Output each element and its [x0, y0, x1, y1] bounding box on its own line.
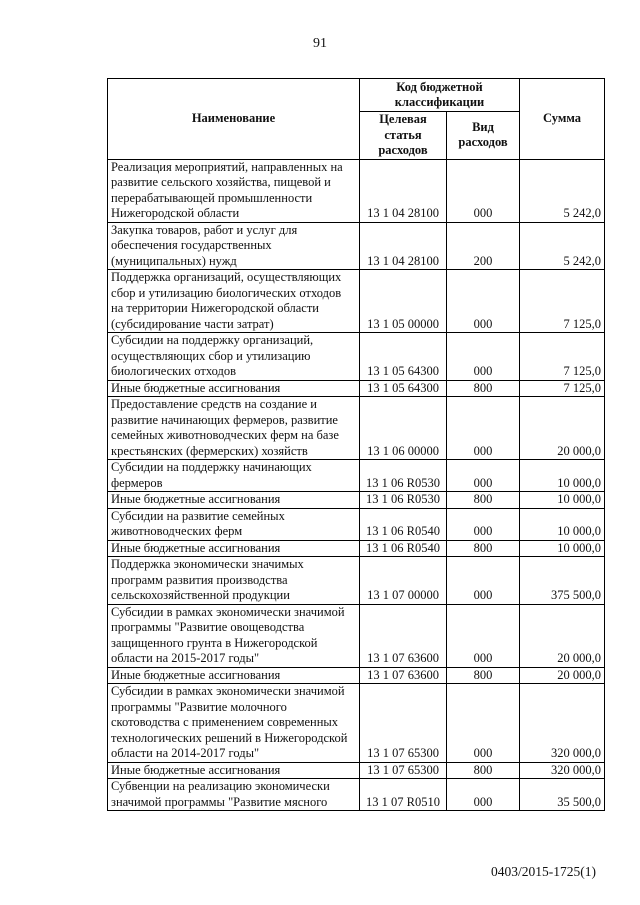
- table-row: [108, 333, 605, 381]
- row-name: Иные бюджетные ассигнования: [108, 380, 360, 397]
- row-name: Иные бюджетные ассигнования: [108, 762, 360, 779]
- row-target-code: 13 1 07 65300: [360, 762, 447, 779]
- table-row: [108, 604, 605, 667]
- table-row: [108, 779, 605, 811]
- row-sum: 10 000,0: [520, 540, 605, 557]
- row-expense-kind: 000: [447, 159, 520, 222]
- header-kind: Вид расходов: [447, 112, 520, 160]
- row-target-code: 13 1 05 64300: [360, 380, 447, 397]
- row-expense-kind: 000: [447, 779, 520, 811]
- row-expense-kind: 000: [447, 557, 520, 605]
- header-target: Целевая статья расходов: [360, 112, 447, 160]
- row-name: Поддержка экономически значимых программ развития производства сельскохозяйственной продукции: [108, 557, 360, 605]
- table-row: [108, 508, 605, 540]
- row-target-code: 13 1 04 28100: [360, 222, 447, 270]
- table-row: [108, 222, 605, 270]
- row-expense-kind: 800: [447, 762, 520, 779]
- row-target-code: 13 1 07 63600: [360, 604, 447, 667]
- row-name: Иные бюджетные ассигнования: [108, 492, 360, 509]
- table-row: [108, 397, 605, 460]
- row-sum: 20 000,0: [520, 667, 605, 684]
- row-expense-kind: 000: [447, 270, 520, 333]
- row-expense-kind: 000: [447, 460, 520, 492]
- row-target-code: 13 1 06 R0530: [360, 460, 447, 492]
- table-row: [108, 270, 605, 333]
- row-expense-kind: 000: [447, 604, 520, 667]
- row-target-code: 13 1 07 00000: [360, 557, 447, 605]
- row-sum: 375 500,0: [520, 557, 605, 605]
- row-expense-kind: 800: [447, 492, 520, 509]
- row-name: Субсидии на поддержку организаций, осуществляющих сбор и утилизацию биологических отходов: [108, 333, 360, 381]
- row-expense-kind: 200: [447, 222, 520, 270]
- row-target-code: 13 1 06 00000: [360, 397, 447, 460]
- row-name: Предоставление средств на создание и развитие начинающих фермеров, развитие семейных животноводческих ферм на базе крестьянских (фермерских) хозяйств: [108, 397, 360, 460]
- row-sum: 20 000,0: [520, 397, 605, 460]
- row-sum: 7 125,0: [520, 333, 605, 381]
- table-row: [108, 762, 605, 779]
- row-name: Субсидии в рамках экономически значимой программы "Развитие молочного скотоводства с применением современных технологических решений в Нижегородской области на 2014-2017 годы": [108, 684, 360, 763]
- row-name: Иные бюджетные ассигнования: [108, 667, 360, 684]
- table-row: [108, 667, 605, 684]
- row-name: Реализация мероприятий, направленных на развитие сельского хозяйства, пищевой и перерабатывающей промышленности Нижегородской области: [108, 159, 360, 222]
- header-sum: Сумма: [520, 79, 605, 160]
- row-sum: 10 000,0: [520, 492, 605, 509]
- page-number: 91: [313, 36, 327, 51]
- table-row: [108, 684, 605, 763]
- row-target-code: 13 1 04 28100: [360, 159, 447, 222]
- row-sum: 320 000,0: [520, 684, 605, 763]
- row-sum: 7 125,0: [520, 270, 605, 333]
- row-expense-kind: 800: [447, 380, 520, 397]
- row-target-code: 13 1 05 64300: [360, 333, 447, 381]
- row-name: Субсидии на поддержку начинающих фермеров: [108, 460, 360, 492]
- table-row: [108, 380, 605, 397]
- header-code-group: Код бюджетной классификации: [360, 79, 520, 112]
- table-row: [108, 460, 605, 492]
- table-row: [108, 492, 605, 509]
- table-row: [108, 540, 605, 557]
- row-target-code: 13 1 07 65300: [360, 684, 447, 763]
- row-sum: 10 000,0: [520, 508, 605, 540]
- row-expense-kind: 000: [447, 397, 520, 460]
- row-target-code: 13 1 07 63600: [360, 667, 447, 684]
- row-sum: 5 242,0: [520, 159, 605, 222]
- row-expense-kind: 000: [447, 333, 520, 381]
- row-name: Поддержка организаций, осуществляющих сбор и утилизацию биологических отходов на территории Нижегородской области (субсидирование части затрат): [108, 270, 360, 333]
- row-target-code: 13 1 06 R0540: [360, 540, 447, 557]
- row-target-code: 13 1 07 R0510: [360, 779, 447, 811]
- table-row: [108, 557, 605, 605]
- row-name: Иные бюджетные ассигнования: [108, 540, 360, 557]
- row-expense-kind: 800: [447, 540, 520, 557]
- row-expense-kind: 000: [447, 508, 520, 540]
- row-expense-kind: 800: [447, 667, 520, 684]
- row-sum: 5 242,0: [520, 222, 605, 270]
- row-name: Субсидии в рамках экономически значимой программы "Развитие овощеводства защищенного грунта в Нижегородской области на 2015-2017 годы": [108, 604, 360, 667]
- row-sum: 320 000,0: [520, 762, 605, 779]
- row-target-code: 13 1 06 R0530: [360, 492, 447, 509]
- row-sum: 35 500,0: [520, 779, 605, 811]
- row-name: Субсидии на развитие семейных животноводческих ферм: [108, 508, 360, 540]
- row-name: Закупка товаров, работ и услуг для обеспечения государственных (муниципальных) нужд: [108, 222, 360, 270]
- row-target-code: 13 1 05 00000: [360, 270, 447, 333]
- row-name: Субвенции на реализацию экономически значимой программы "Развитие мясного: [108, 779, 360, 811]
- budget-table: [107, 78, 605, 811]
- row-sum: 20 000,0: [520, 604, 605, 667]
- table-row: [108, 159, 605, 222]
- document-code: 0403/2015-1725(1): [491, 864, 596, 879]
- row-expense-kind: 000: [447, 684, 520, 763]
- row-target-code: 13 1 06 R0540: [360, 508, 447, 540]
- row-sum: 7 125,0: [520, 380, 605, 397]
- row-sum: 10 000,0: [520, 460, 605, 492]
- header-name: Наименование: [108, 79, 360, 160]
